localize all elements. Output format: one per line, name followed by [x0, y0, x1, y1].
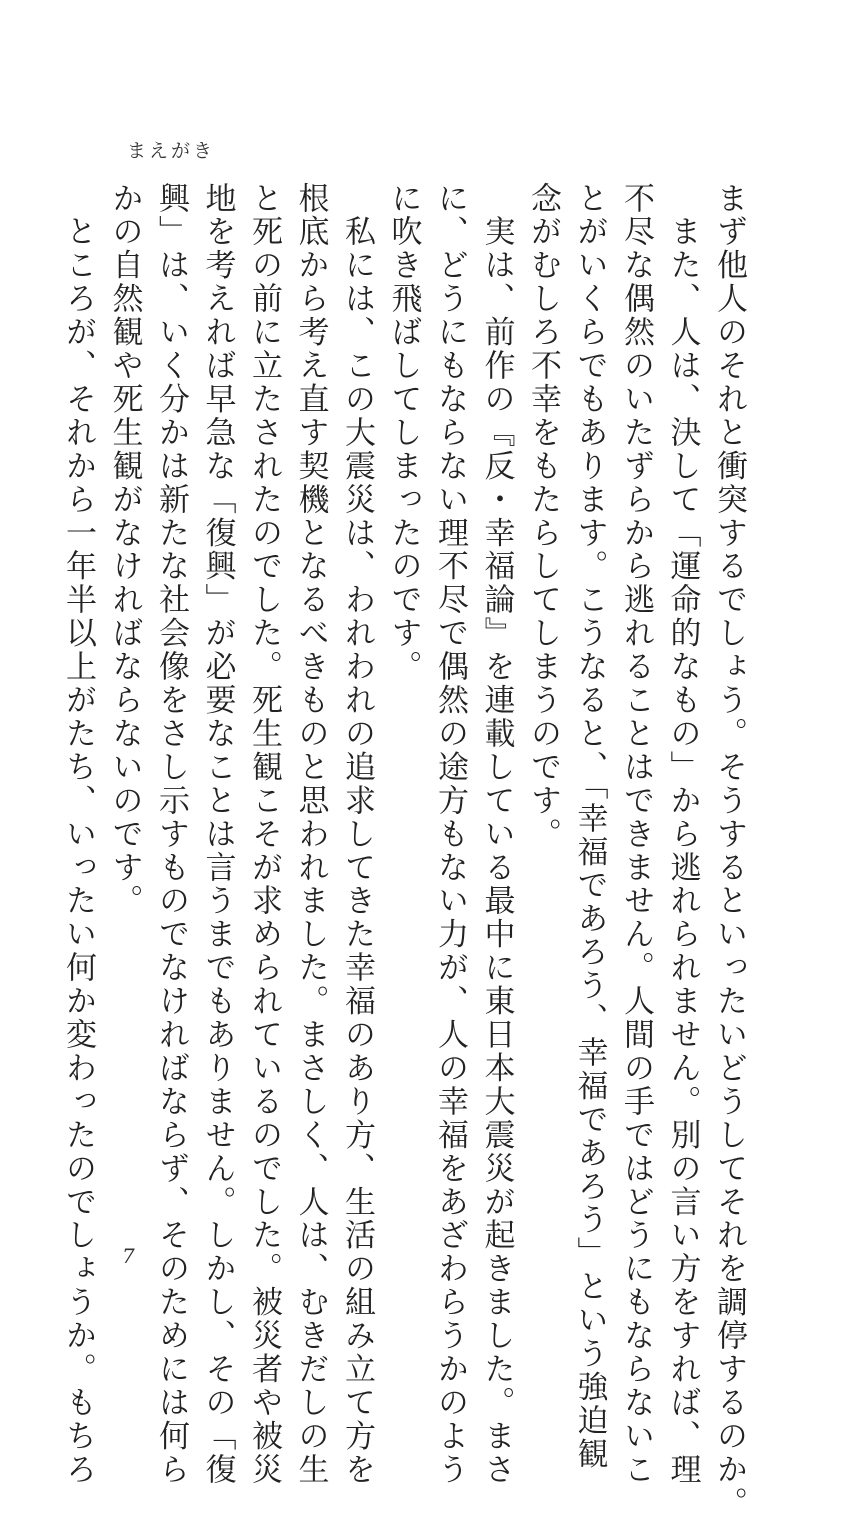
text-line: 念がむしろ不幸をもたらしてしまうのです。: [525, 182, 561, 851]
body-text: [60, 182, 752, 1520]
text-line: 興」は、いく分かは新たな社会像をさし示すものでなければならず、そのためには何ら: [153, 182, 189, 1487]
running-header: まえがき: [127, 140, 216, 162]
text-line: また、人は、決して「運命的なもの」から逃れられません。別の言い方をすれば、理: [664, 182, 701, 1487]
text-line: 根底から考え直す契機となるべきものと思われました。まさしく、人は、むきだしの生: [292, 182, 329, 1487]
text-line: に、どうにもならない理不尽で偶然の途方もない力が、人の幸福をあざわらうかのよう: [432, 182, 468, 1487]
text-line: に吹き飛ばしてしまったのです。: [385, 182, 422, 684]
text-line: 不尽な偶然のいたずらから逃れることはできません。人間の手ではどうにもならないこ: [618, 182, 654, 1487]
text-line: と死の前に立たされたのでした。死生観こそが求められているのでした。被災者や被災: [246, 182, 282, 1487]
text-line: 地を考えれば早急な「復興」が必要なことは言うまでもありません。しかし、その「復: [199, 182, 236, 1487]
text-line: 実は、前作の『反・幸福論』を連載している最中に東日本大震災が起きました。まさ: [478, 182, 515, 1487]
page-number: 7: [122, 1244, 135, 1268]
text-line: 私には、この大震災は、われわれの追求してきた幸福のあり方、生活の組み立て方を: [339, 182, 375, 1487]
text-line: とがいくらでもあります。こうなると、「幸福であろう、幸福であろう」という強迫観: [571, 182, 608, 1472]
text-line: まず他人のそれと衝突するでしょう。そうするといったいどうしてそれを調停するのか。: [711, 182, 747, 1520]
text-line: かの自然観や死生観がなければならないのです。: [106, 182, 143, 918]
text-line: ところが、それから一年半以上がたち、いったい何か変わったのでしょうか。もちろ: [60, 182, 96, 1487]
